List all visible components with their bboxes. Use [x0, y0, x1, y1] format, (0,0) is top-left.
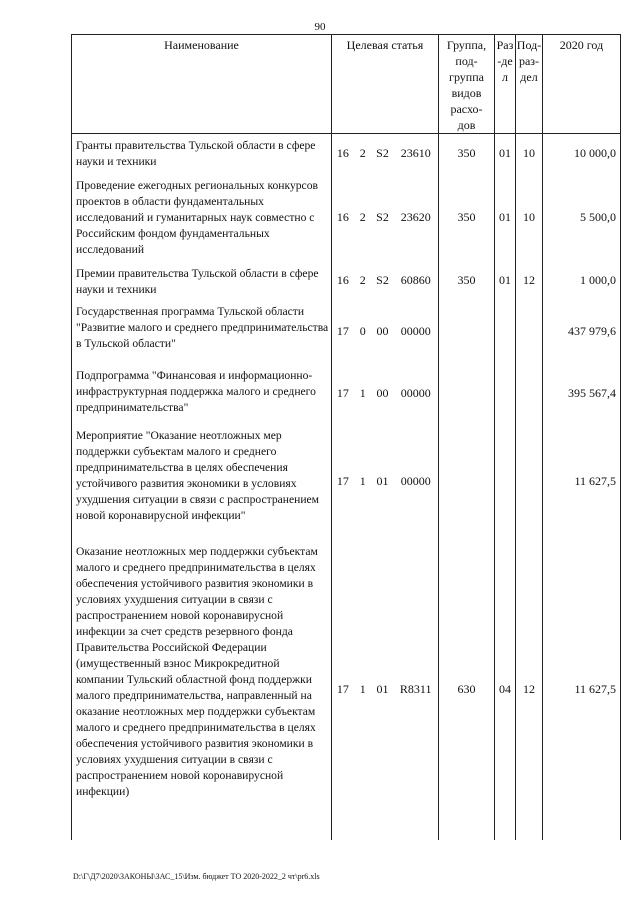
row-amount: 5 500,0 — [543, 174, 621, 262]
row-amount: 11 627,5 — [543, 424, 621, 540]
row-group — [439, 424, 495, 540]
row-target-code — [332, 300, 439, 364]
table-row — [72, 300, 621, 364]
row-subsection: 10 — [516, 134, 543, 174]
row-name: Проведение ежегодных региональных конкурсов проектов в области фундаментальных исследований и гуманитарных наук совместно с Российским фондом фундаментальных исследований — [72, 174, 332, 262]
row-amount: 1 000,0 — [543, 262, 621, 300]
code-direction: 60860 — [400, 273, 431, 287]
row-group: 350 — [439, 134, 495, 174]
table-row — [72, 424, 621, 540]
table-row — [72, 540, 621, 840]
code-subprogram: 1 — [359, 386, 366, 400]
header-subsection: Под-раз-дел — [516, 35, 543, 134]
code-subprogram: 2 — [359, 273, 366, 287]
code-activity: S2 — [376, 146, 389, 161]
code-activity: 00 — [376, 386, 389, 400]
row-subsection — [516, 300, 543, 364]
code-subprogram: 1 — [359, 474, 366, 488]
row-group — [439, 300, 495, 364]
row-subsection: 12 — [516, 262, 543, 300]
row-subsection — [516, 364, 543, 424]
row-group: 630 — [439, 540, 495, 840]
row-amount: 437 979,6 — [543, 300, 621, 364]
row-target-code — [332, 174, 439, 262]
header-section: Раз-дел — [495, 35, 516, 134]
row-subsection — [516, 424, 543, 540]
row-target-code — [332, 364, 439, 424]
code-program: 16 — [336, 210, 349, 224]
code-direction: 00000 — [400, 386, 431, 400]
code-activity: S2 — [376, 210, 389, 224]
row-amount: 11 627,5 — [543, 540, 621, 840]
code-subprogram: 2 — [359, 146, 366, 161]
row-section: 01 — [495, 134, 516, 174]
row-name: Подпрограмма "Финансовая и информационно-инфраструктурная поддержка малого и среднего предпринимательства" — [72, 364, 332, 424]
row-section — [495, 300, 516, 364]
code-subprogram: 2 — [359, 210, 366, 224]
row-group — [439, 364, 495, 424]
code-direction: 23610 — [400, 146, 431, 161]
code-subprogram: 0 — [359, 324, 366, 338]
row-target-code — [332, 424, 439, 540]
code-activity: 01 — [376, 682, 389, 696]
table-row — [72, 262, 621, 300]
row-section — [495, 364, 516, 424]
table-row — [72, 174, 621, 262]
row-section: 01 — [495, 262, 516, 300]
code-program: 17 — [336, 324, 349, 338]
header-target: Целевая статья — [332, 35, 439, 134]
code-program: 17 — [336, 474, 349, 488]
row-target-code — [332, 262, 439, 300]
row-subsection: 10 — [516, 174, 543, 262]
row-section — [495, 424, 516, 540]
code-subprogram: 1 — [359, 682, 366, 696]
row-target-code — [332, 134, 439, 174]
code-activity: 01 — [376, 474, 389, 488]
table-header-row — [72, 35, 621, 134]
table-row — [72, 134, 621, 174]
code-program: 16 — [336, 146, 349, 161]
row-group: 350 — [439, 174, 495, 262]
code-activity: S2 — [376, 273, 389, 287]
header-group: Группа, под-группа видов расхо-дов — [439, 35, 495, 134]
row-name: Гранты правительства Тульской области в сфере науки и техники — [72, 134, 332, 174]
row-subsection: 12 — [516, 540, 543, 840]
file-path-footer: D:\Г\Д7\2020\ЗАКОНЫ\ЗАС_15\Изм. бюджет ТО 2020-2022_2 чт\pr6.xls — [73, 872, 320, 881]
code-program: 17 — [336, 386, 349, 400]
code-direction: R8311 — [399, 682, 432, 696]
header-name: Наименование — [72, 35, 332, 134]
code-program: 16 — [336, 273, 349, 287]
code-direction: 00000 — [400, 474, 431, 488]
row-amount: 10 000,0 — [543, 134, 621, 174]
row-amount: 395 567,4 — [543, 364, 621, 424]
table-row — [72, 364, 621, 424]
budget-table — [71, 34, 621, 840]
row-name: Мероприятие "Оказание неотложных мер поддержки субъектам малого и среднего предпринимательства в целях обеспечения устойчивого развития экономики в условиях ухудшения ситуации в связи с распространением новой коронавирусной инфекции" — [72, 424, 332, 540]
row-group: 350 — [439, 262, 495, 300]
code-direction: 23620 — [400, 210, 431, 224]
row-section: 01 — [495, 174, 516, 262]
row-name: Государственная программа Тульской области "Развитие малого и среднего предпринимательства в Тульской области" — [72, 300, 332, 364]
row-section: 04 — [495, 540, 516, 840]
code-program: 17 — [336, 682, 349, 696]
header-year: 2020 год — [543, 35, 621, 134]
row-name: Премии правительства Тульской области в сфере науки и техники — [72, 262, 332, 300]
code-activity: 00 — [376, 324, 389, 338]
code-direction: 00000 — [400, 324, 431, 338]
page-number: 90 — [314, 21, 326, 33]
row-name: Оказание неотложных мер поддержки субъектам малого и среднего предпринимательства в целях обеспечения устойчивого развития экономики в условиях ухудшения ситуации в связи с распространением новой коронавирусной инфекции за счет средств резервного фонда Правительства Российской Федерации (имущественный взнос Микрокредитной компании Тульский областной фонд поддержки малого предпринимательства, направленный на оказание неотложных мер поддержки субъектам малого и среднего предпринимательства в целях обеспечения устойчивого развития экономики в условиях ухудшения ситуации в связи с распространением новой коронавирусной инфекции) — [72, 540, 332, 840]
row-target-code — [332, 540, 439, 840]
